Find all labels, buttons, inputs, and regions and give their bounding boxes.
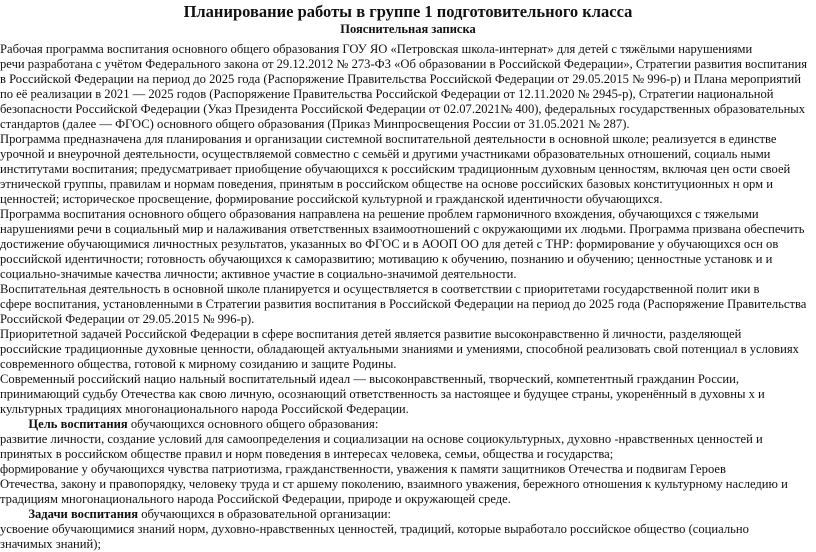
text-line: по её реализации в 2021 — 2025 годов (Распоряжение Правительства Российской Федерации от 12.11.2020 № 2945-р), Стратегии национальной <box>0 87 774 101</box>
text-line: безопасности Российской Федерации (Указ Президента Российской Федерации от 02.07.2021№ 400), федеральных государственных образовательных <box>0 102 806 116</box>
text-line: принятых в российском обществе правил и норм поведения в интересах человека, семьи, общества и государства; <box>0 447 614 461</box>
text-line: урочной и внеурочной деятельности, осуществляемой совместно с семьёй и другими участниками образовательных отношений, социаль ными <box>0 147 771 161</box>
text-line: институтами воспитания; предусматривает приобщение обучающихся к российским традиционным духовным ценностям, включая цен ости своей <box>0 162 791 176</box>
tasks-heading-line <box>0 507 816 522</box>
text-line: традициям многонационального народа Российской Федерации, природе и окружающей среде. <box>0 492 511 506</box>
document-title: Планирование работы в группе 1 подготовительного класса <box>183 2 633 21</box>
text-line: развитие личности, создание условий для самоопределения и социализации на основе социокультурных, духовно -нравственных ценностей и <box>0 432 763 446</box>
text-line: Современный российский нацио нальный воспитательный идеал — высоконравственный, творческий, компетентный гражданин России, <box>0 372 740 386</box>
text-line: этнической группы, правилам и нормам поведения, принятым в российском обществе на основе российских базовых конституционных н орм и <box>0 177 773 191</box>
text-line: Российской Федерации от 29.05.2015 № 996-р). <box>0 312 255 326</box>
goal-heading-rest: обучающихся основного общего образования: <box>127 417 379 431</box>
text-line: ценностей; историческое просвещение, формирование российской культурной и гражданской идентичности обучающихся. <box>0 192 663 206</box>
text-line: Отечества, закону и правопорядку, человеку труда и ст аршему поколению, взаимного уважения, бережного отношения к культурному наследию и <box>0 477 788 491</box>
text-line: российской идентичности; готовность обучающихся к саморазвитию; мотивацию к обучению, познанию и обучению; ценностные установк и и <box>0 252 773 266</box>
text-line: достижение обучающимися личностных результатов, указанных во ФГОС и в АООП ОО для детей с ТНР: формирование у обучающихся осн ов <box>0 237 779 251</box>
text-line: Приоритетной задачей Российской Федерации в сфере воспитания детей является развитие высоконравственно й личности, разделяющей <box>0 327 742 341</box>
goal-heading-line <box>0 417 816 432</box>
text-line: усвоение обучающимися знаний норм, духовно-нравственных ценностей, традиций, которые выработало российское общество (социально <box>0 522 749 536</box>
text-line: нарушениями речи в социальный мир и налаживания ответственных взаимоотношений с окружающими их людьми. Программа призвана обеспечить <box>0 222 805 236</box>
text-line: Программа воспитания основного общего образования направлена на решение проблем гармоничного вхождения, обучающихся с тяжелыми <box>0 207 759 221</box>
text-line: значимых знаний); <box>0 537 101 551</box>
text-line: современного общества, готовой к мирному созиданию и защите Родины. <box>0 357 397 371</box>
tasks-heading: Задачи воспитания <box>28 507 139 521</box>
text-line: Рабочая программа воспитания основного общего образования ГОУ ЯО «Петровская школа-интернат» для детей с тяжёлыми нарушениями <box>0 42 753 56</box>
goal-heading: Цель воспитания <box>28 417 128 431</box>
text-line: в Российской Федерации на период до 2025 года (Распоряжение Правительства Российской Федерации от 29.05.2015 № 996-р) и Плана мероприятий <box>0 72 801 86</box>
tasks-heading-rest: обучающихся в образовательной организации: <box>138 507 392 521</box>
text-line: речи разработана с учётом Федерального закона от 29.12.2012 № 273-ФЗ «Об образовании в Российской Федерации», Стратегии развития воспитания <box>0 57 808 71</box>
text-line: формирование у обучающихся чувства патриотизма, гражданственности, уважения к памяти защитников Отечества и подвигам Героев <box>0 462 726 476</box>
text-line: Программа предназначена для планирования и организации системной воспитательной деятельности в основной школе; реализуется в единстве <box>0 132 777 146</box>
text-line: культурных традициях многонационального народа Российской Федерации. <box>0 402 409 416</box>
text-line: Воспитательная деятельность в основной школе планируется и осуществляется в соответствии с приоритетами государственной полит ики в <box>0 282 760 296</box>
text-line: принимающий судьбу Отечества как свою личную, осознающий ответственность за настоящее и будущее страны, укоренённый в духовны х и <box>0 387 765 401</box>
text-line: сфере воспитания, установленными в Стратегии развития воспитания в Российской Федерации на период до 2025 года (Распоряжение Правительства <box>0 297 807 311</box>
document-subtitle: Пояснительная записка <box>340 22 476 36</box>
text-line: социально-значимые качества личности; активное участие в социально-значимой деятельности. <box>0 267 517 281</box>
text-line: российские традиционные духовные ценности, обладающей актуальными знаниями и умениями, способной реализовать свой потенциал в условиях <box>0 342 799 356</box>
text-line: стандартов (далее — ФГОС) основного общего образования (Приказ Минпросвещения России от 31.05.2021 № 287). <box>0 117 630 131</box>
